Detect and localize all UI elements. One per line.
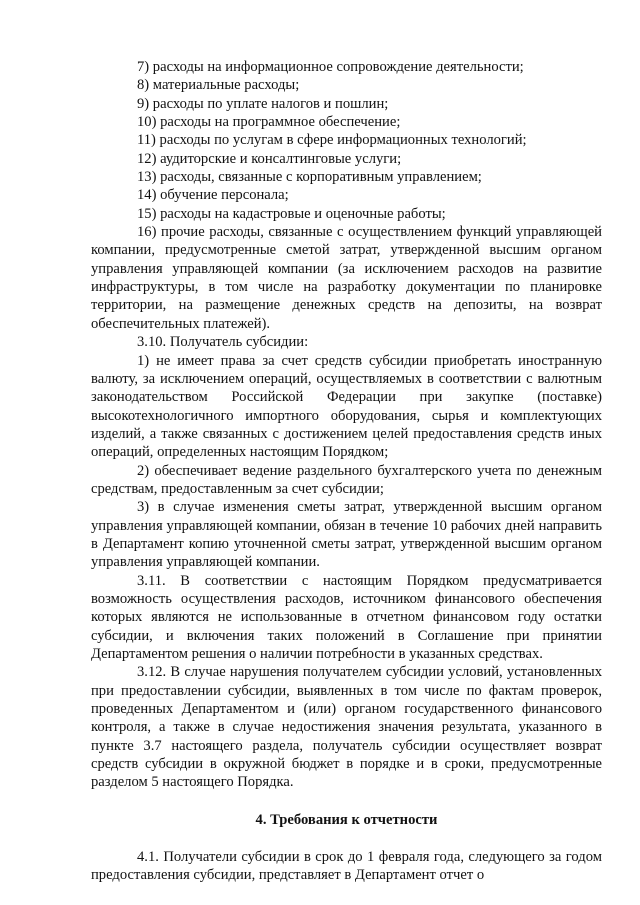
clause-3-10-item-2: 2) обеспечивает ведение раздельного бухгалтерского учета по денежным средствам, предоставленным за счет субсидии; <box>91 462 602 497</box>
clause-3-10-item-3: 3) в случае изменения сметы затрат, утвержденной высшим органом управления управляющей компании, обязан в течение 10 рабочих дней направить в Департамент копию уточненной сметы затрат, утвержденной высшим органом управления управляющей компании. <box>91 499 602 571</box>
list-item-11: 11) расходы по услугам в сфере информационных технологий; <box>137 132 527 149</box>
list-item-15: 15) расходы на кадастровые и оценочные работы; <box>137 205 446 222</box>
list-item-14: 14) обучение персонала; <box>137 187 289 204</box>
clause-4-1: 4.1. Получатели субсидии в срок до 1 февраля года, следующего за годом предоставления субсидии, представляет в Департамент отчет о <box>91 849 602 884</box>
list-item-8: 8) материальные расходы; <box>137 77 300 94</box>
clause-3-12: 3.12. В случае нарушения получателем субсидии условий, установленных при предоставлении субсидии, выявленных в том числе по фактам проверок, проведенных Департаментом и (или) органом государственного финансового контроля, а также в случае недостижения значения результата, указанного в пункте 3.7 настоящего раздела, получатель субсидии осуществляет возврат средств субсидии в окружной бюджет в порядке и в сроки, предусмотренные разделом 5 настоящего Порядка. <box>91 664 602 791</box>
list-item-7: 7) расходы на информационное сопровождение деятельности; <box>137 59 524 75</box>
list-item-12: 12) аудиторские и консалтинговые услуги; <box>137 150 402 167</box>
list-item-16: 16) прочие расходы, связанные с осуществлением функций управляющей компании, предусмотренные сметой затрат, утвержденной высшим органом управления управляющей компании (за исключением расходов на развитие инфраструктуры, в том числе на разработку документации по планировке территории, на размещение денежных средств на депозиты, на возврат обеспечительных платежей). <box>91 224 602 332</box>
list-item-13: 13) расходы, связанные с корпоративным управлением; <box>137 169 482 186</box>
list-item-10: 10) расходы на программное обеспечение; <box>137 114 401 131</box>
section-heading: 4. Требования к отчетности <box>255 811 438 828</box>
document-body <box>91 58 602 885</box>
list-item-9: 9) расходы по уплате налогов и пошлин; <box>137 95 389 112</box>
clause-3-11: 3.11. В соответствии с настоящим Порядком предусматривается возможность осуществления расходов, источником финансового обеспечения которых являются не использованные в отчетном финансовом году остатки субсидии, и включения таких положений в Соглашение при принятии Департаментом решения о наличии потребности в указанных средствах. <box>91 572 602 662</box>
clause-3-10: 3.10. Получатель субсидии: <box>137 334 309 351</box>
clause-3-10-item-1: 1) не имеет права за счет средств субсидии приобретать иностранную валюту, за исключением операций, осуществляемых в соответствии с валютным законодательством Российской Федерации при закупке (поставке) высокотехнологичного импортного оборудования, сырья и комплектующих изделий, а также связанных с достижением целей предоставления средств иных операций, определенных настоящим Порядком; <box>91 352 602 461</box>
